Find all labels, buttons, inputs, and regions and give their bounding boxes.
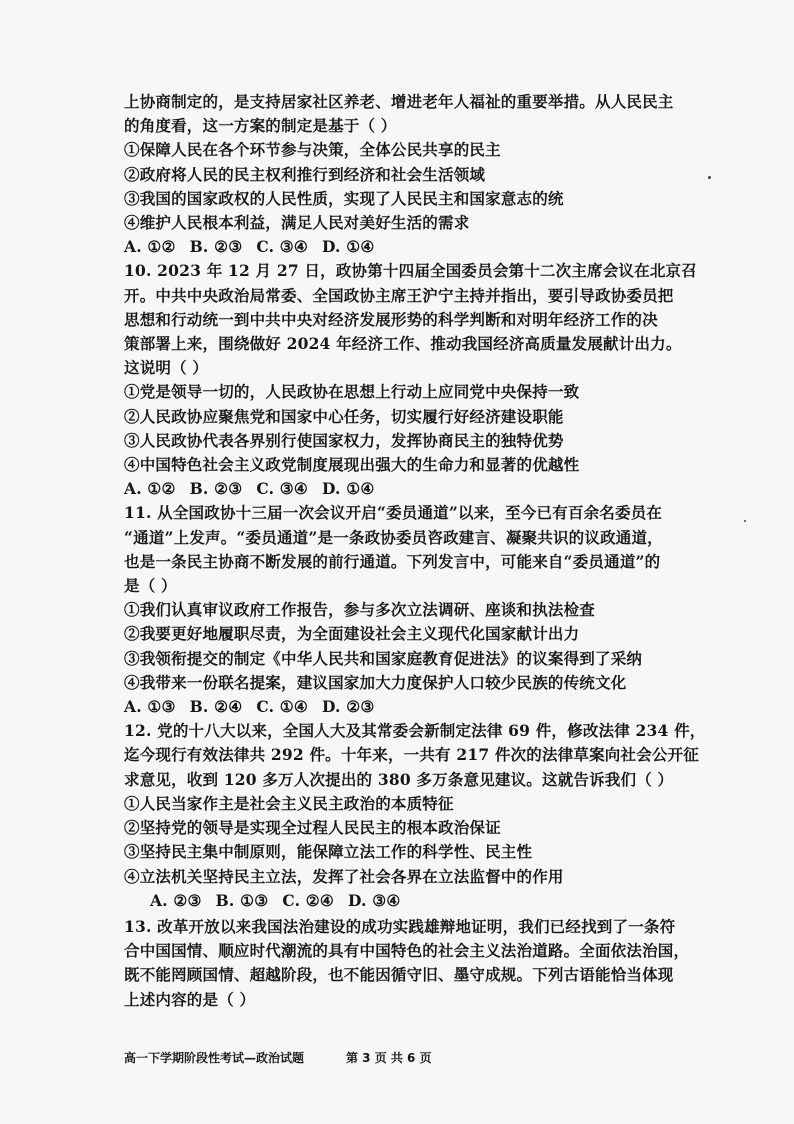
option-c: C. ②④ bbox=[282, 890, 334, 910]
question-line: 开。中共中央政治局常委、全国政协主席王沪宁主持并指出，要引导政协委员把 bbox=[124, 285, 674, 305]
question-line: 的角度看，这一方案的制定是基于（ ） bbox=[124, 116, 397, 136]
question-line: 这说明（ ） bbox=[124, 358, 209, 378]
scan-speck bbox=[708, 176, 711, 179]
choice-statement: ③人民政协代表各界别行使国家权力，发挥协商民主的独特优势 bbox=[124, 430, 564, 450]
option-d: D. ①④ bbox=[321, 479, 375, 499]
option-a: A. ①③ bbox=[124, 697, 176, 717]
question-line: 策部署上来，围绕做好 2024 年经济工作、推动我国经济高质量发展献计出力。 bbox=[124, 334, 682, 354]
option-b: B. ②③ bbox=[189, 479, 243, 499]
choice-statement: ②政府将人民的民主权利推行到经济和社会生活领域 bbox=[124, 164, 486, 184]
question-12 bbox=[124, 719, 706, 913]
question-line: 12. 党的十八大以来，全国人大及其常委会新制定法律 69 件，修改法律 234 件， bbox=[124, 721, 706, 741]
question-line: 11. 从全国政协十三届一次会议开启“委员通道”以来，至今已有百余名委员在 bbox=[124, 503, 663, 523]
question-line: 上述内容的是（ ） bbox=[124, 989, 256, 1009]
question-line: 合中国国情、顺应时代潮流的具有中国特色的社会主义法治道路。全面依法治国， bbox=[124, 941, 690, 961]
choice-statement: ③我国的国家政权的人民性质，实现了人民民主和国家意志的统 bbox=[124, 188, 564, 208]
choice-statement: ①党是领导一切的，人民政协在思想上行动上应同党中央保持一致 bbox=[124, 382, 580, 402]
option-d: D. ③④ bbox=[347, 890, 401, 910]
option-a: A. ①② bbox=[124, 237, 176, 257]
option-a: A. ②③ bbox=[150, 890, 202, 910]
answer-options bbox=[124, 695, 684, 719]
scan-speck bbox=[744, 520, 746, 522]
question-line: 10. 2023 年 12 月 27 日，政协第十四届全国委员会第十二次主席会议在北京召 bbox=[124, 261, 697, 281]
question-line: “通道”上发声。“委员通道”是一条政协委员咨政建言、凝聚共识的议政通道， bbox=[124, 527, 663, 547]
footer-exam-title: 高一下学期阶段性考试—政治试题 bbox=[124, 1051, 305, 1065]
question-line: 既不能罔顾国情、超越阶段，也不能因循守旧、墨守成规。下列古语能恰当体现 bbox=[124, 965, 674, 985]
question-line: 是（ ） bbox=[124, 576, 177, 596]
question-line: 也是一条民主协商不断发展的前行通道。下列发言中，可能来自“委员通道”的 bbox=[124, 551, 661, 571]
question-13 bbox=[124, 915, 690, 1012]
choice-statement: ②人民政协应聚焦党和国家中心任务，切实履行好经济建设职能 bbox=[124, 406, 564, 426]
question-line: 求意见，收到 120 多万人次提出的 380 多万条意见建议。这就告诉我们（ ） bbox=[124, 769, 674, 789]
choice-statement: ③坚持民主集中制原则，能保障立法工作的科学性、民主性 bbox=[124, 842, 533, 862]
option-c: C. ①④ bbox=[256, 697, 308, 717]
choice-statement: ①我们认真审议政府工作报告，参与多次立法调研、座谈和执法检查 bbox=[124, 600, 596, 620]
question-9-tail bbox=[124, 90, 684, 259]
choice-statement: ④我带来一份联名提案，建议国家加大力度保护人口较少民族的传统文化 bbox=[124, 672, 627, 692]
option-a: A. ①② bbox=[124, 479, 176, 499]
footer-page-number: 第 3 页 共 6 页 bbox=[346, 1051, 432, 1065]
choice-statement: ④维护人民根本利益，满足人民对美好生活的需求 bbox=[124, 213, 470, 233]
question-line: 13. 改革开放以来我国法治建设的成功实践雄辩地证明，我们已经找到了一条符 bbox=[124, 916, 676, 936]
option-d: D. ②③ bbox=[321, 697, 375, 717]
choice-statement: ②我要更好地履职尽责，为全面建设社会主义现代化国家献计出力 bbox=[124, 624, 580, 644]
choice-statement: ④中国特色社会主义政党制度展现出强大的生命力和显著的优越性 bbox=[124, 455, 580, 475]
option-b: B. ②③ bbox=[189, 237, 243, 257]
answer-options bbox=[124, 477, 684, 501]
choice-statement: ③我领衔提交的制定《中华人民共和国家庭教育促进法》的议案得到了采纳 bbox=[124, 648, 643, 668]
option-b: B. ②④ bbox=[189, 697, 243, 717]
question-line: 迄今现行有效法律共 292 件。十年来，一共有 217 件次的法律草案向社会公开征 bbox=[124, 745, 699, 765]
choice-statement: ①保障人民在各个环节参与决策，全体公民共享的民主 bbox=[124, 140, 501, 160]
option-c: C. ③④ bbox=[256, 479, 308, 499]
option-d: D. ①④ bbox=[321, 237, 375, 257]
option-b: B. ①③ bbox=[215, 890, 269, 910]
question-line: 思想和行动统一到中共中央对经济发展形势的科学判断和对明年经济工作的决 bbox=[124, 309, 658, 329]
question-10 bbox=[124, 259, 697, 501]
choice-statement: ②坚持党的领导是实现全过程人民民主的根本政治保证 bbox=[124, 818, 501, 838]
answer-options bbox=[124, 235, 684, 259]
question-11 bbox=[124, 501, 684, 719]
choice-statement: ④立法机关坚持民主立法，发挥了社会各界在立法监督中的作用 bbox=[124, 866, 564, 886]
answer-options bbox=[124, 889, 684, 913]
page-footer bbox=[124, 1049, 684, 1066]
option-c: C. ③④ bbox=[256, 237, 308, 257]
question-line: 上协商制定的，是支持居家社区养老、增进老年人福祉的重要举措。从人民民主 bbox=[124, 92, 674, 111]
choice-statement: ①人民当家作主是社会主义民主政治的本质特征 bbox=[124, 793, 454, 813]
